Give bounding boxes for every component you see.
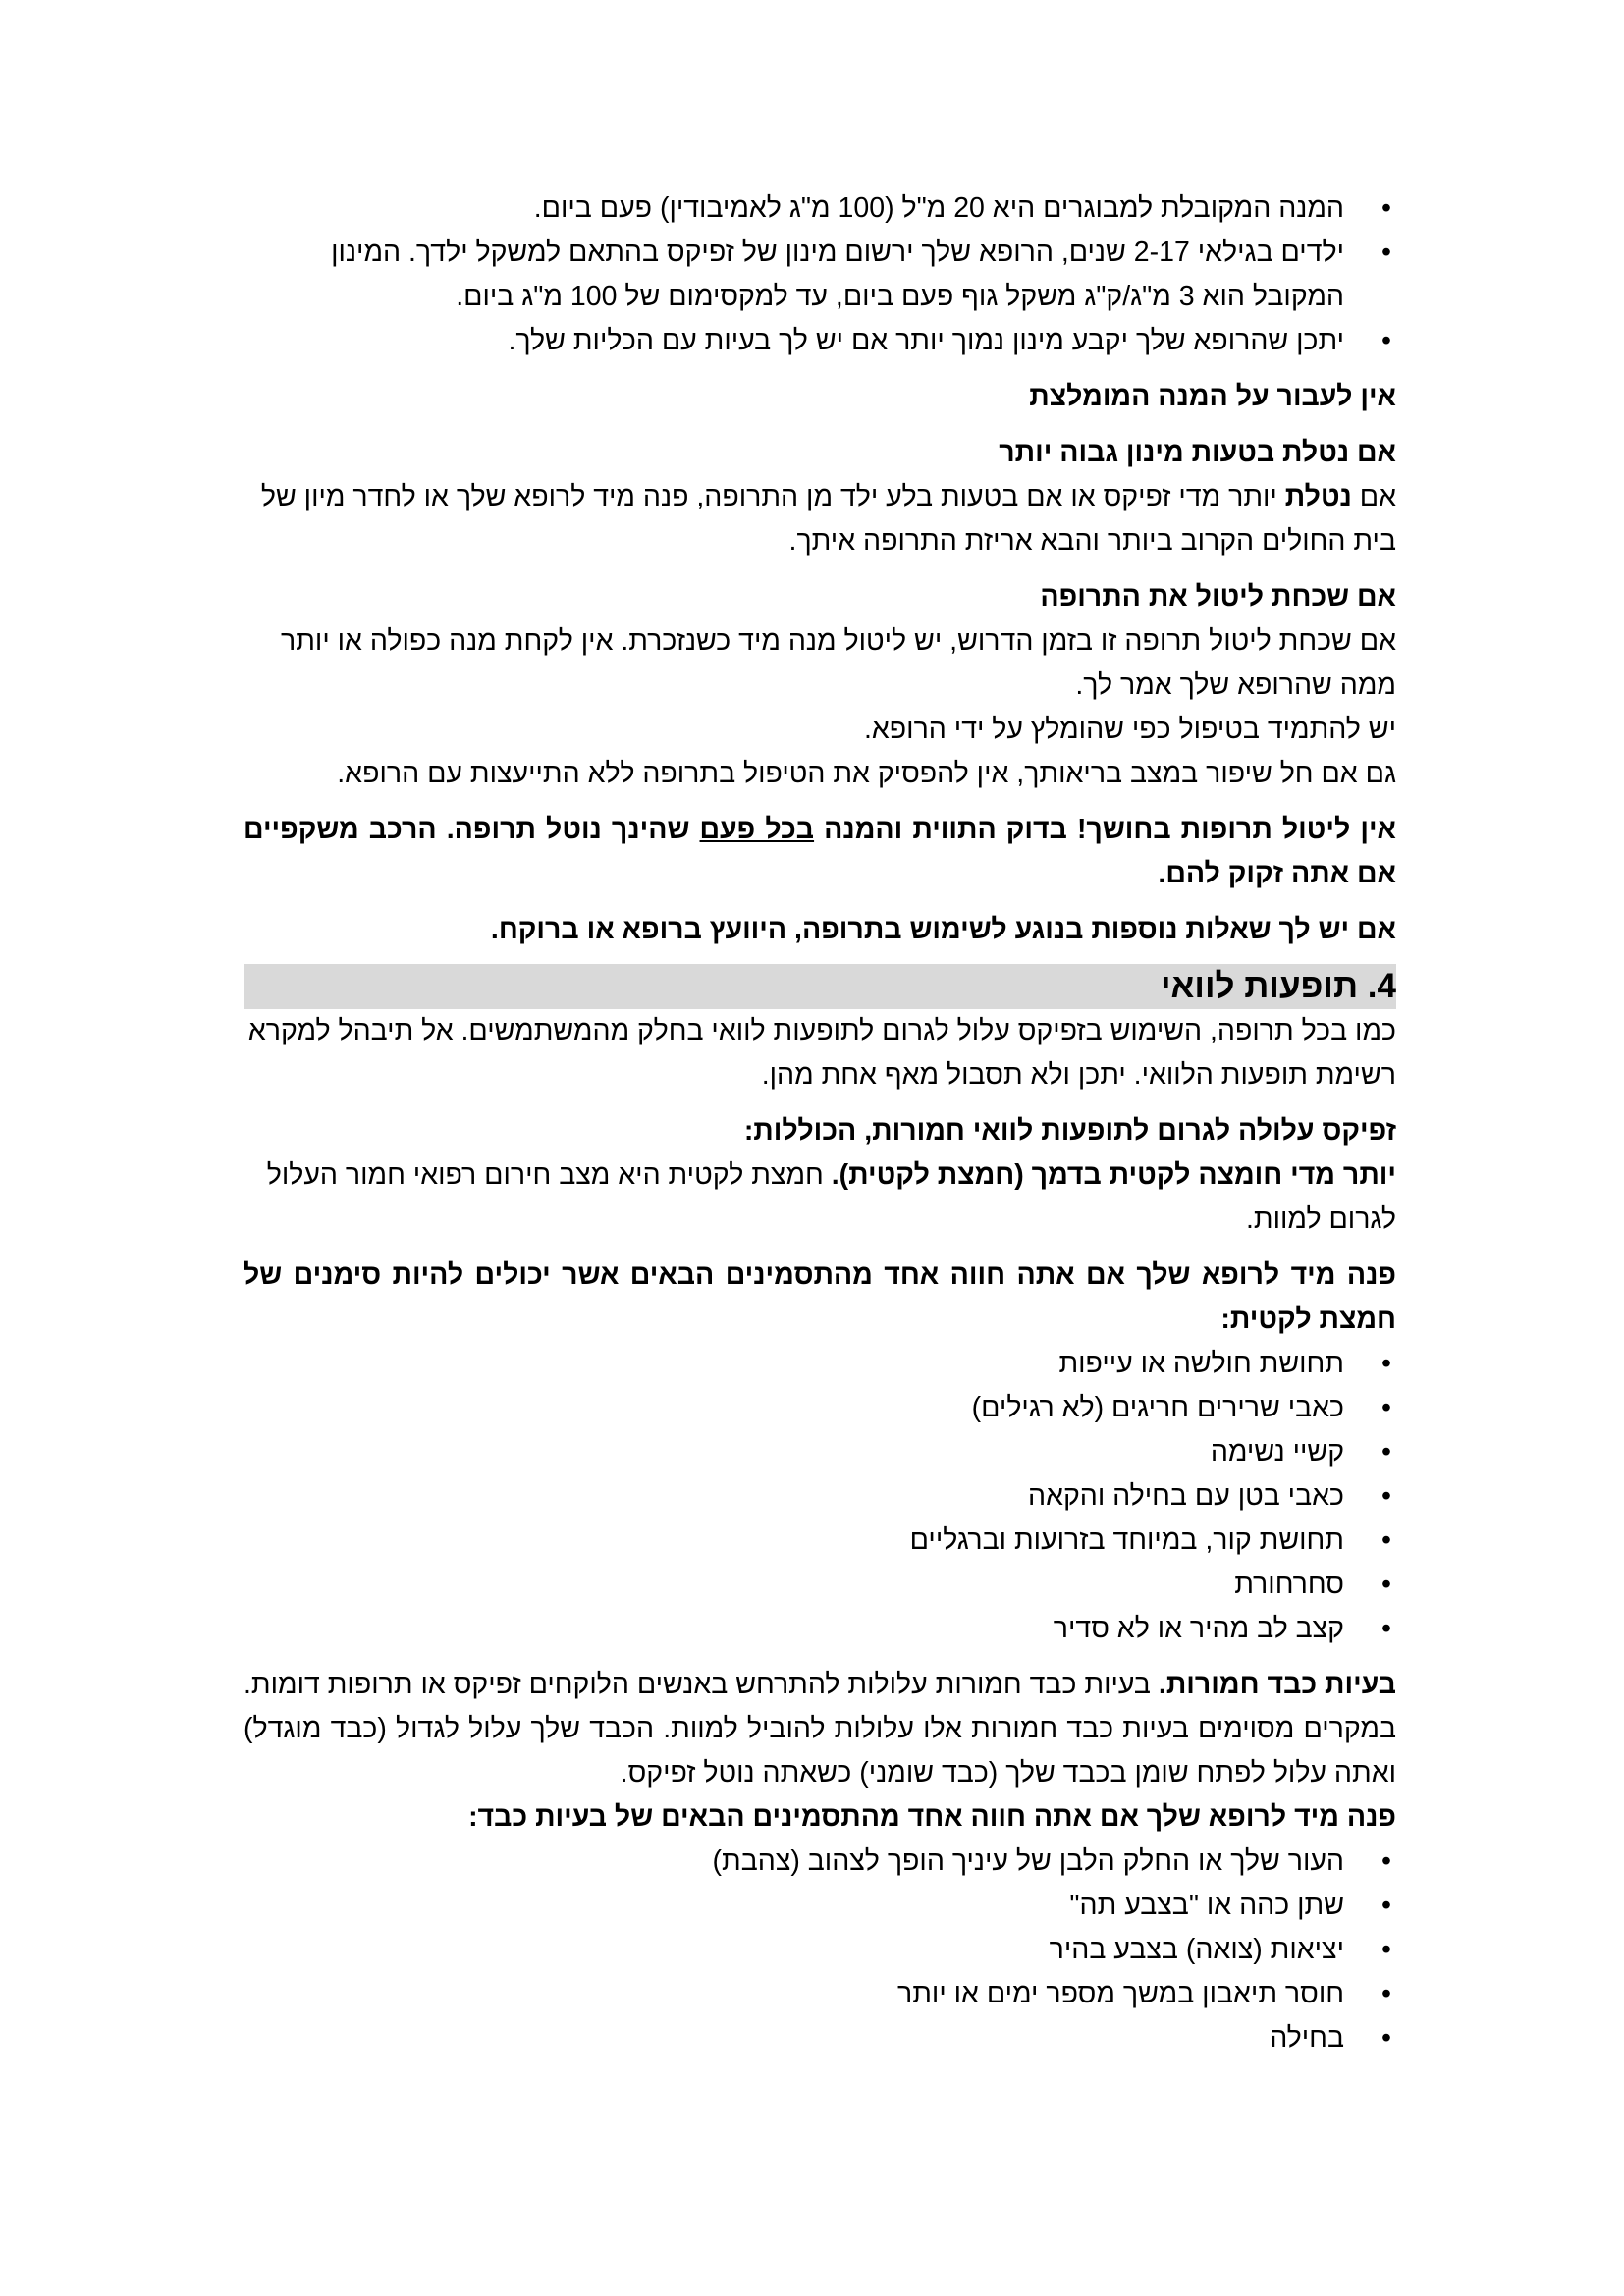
list-item: • שתן כהה או "בצבע תה"	[244, 1884, 1396, 1928]
dark-warning-part1: אין ליטול תרופות בחושך! בדוק התווית והמנה	[814, 814, 1396, 845]
lactic-acidosis-rest: חמצת לקטית היא מצב חירום רפואי חמור העלול לגרום למוות.	[266, 1159, 1396, 1235]
liver-problems-text	[244, 1663, 1396, 1795]
list-item: • כאבי שרירים חריגים (לא רגילים)	[244, 1386, 1396, 1430]
list-item: • העור שלך או החלק הלבן של עיניך הופך לצהוב (צהבת)	[244, 1840, 1396, 1884]
list-item: • בחילה	[244, 2016, 1396, 2060]
section-title: 4. תופעות לוואי	[1160, 967, 1396, 1005]
liver-signs-heading: פנה מיד לרופא שלך אם אתה חווה אחד מהתסמינים הבאים של בעיות כבד:	[468, 1801, 1396, 1833]
lactic-acidosis-bold: יותר מדי חומצה לקטית בדמך (חמצת לקטית).	[831, 1159, 1396, 1191]
list-item: • קשיי נשימה	[244, 1430, 1396, 1474]
list-item: • ילדים בגילאי 2-17 שנים, הרופא שלך ירשום מינון של זפיקס בהתאם למשקל ילדך. המינון המקובל הוא 3 מ"ג/ק"ג משקל גוף פעם ביום, עד למקסימום של 100 מ"ג ביום.	[244, 231, 1396, 319]
lactic-signs-list	[244, 1342, 1396, 1651]
lactic-signs-heading: פנה מיד לרופא שלך אם אתה חווה אחד מהתסמינים הבאים אשר יכולים להיות סימנים של חמצת לקטית:	[244, 1259, 1396, 1335]
list-item: • יתכן שהרופא שלך יקבע מינון נמוך יותר אם יש לך בעיות עם הכליות שלך.	[244, 319, 1396, 363]
forgot-heading: אם שכחת ליטול את התרופה	[1040, 581, 1396, 613]
dark-warning-part2: שהינך נוטל תרופה. הרכב משקפיים אם אתה זקוק להם.	[244, 814, 1396, 889]
overdose-text-rest: יותר מדי זפיקס או אם בטעות בלע ילד מן התרופה, פנה מיד לרופא שלך או לחדר מיון של בית החולים הקרוב ביותר והבא אריזת התרופה איתך.	[260, 481, 1396, 557]
side-effects-intro: כמו בכל תרופה, השימוש בזפיקס עלול לגרום לתופעות לוואי בחלק מהמשתמשים. אל תיבהל למקרא רשימת תופעות הלוואי. יתכן ולא תסבול מאף אחת מהן.	[247, 1015, 1396, 1091]
forgot-paragraph-3: גם אם חל שיפור במצב בריאותך, אין להפסיק את הטיפול בתרופה ללא התייעצות עם הרופא.	[337, 758, 1396, 789]
serious-effects-heading: זפיקס עלולה לגרום לתופעות לוואי חמורות, הכוללות:	[743, 1115, 1396, 1147]
list-item: • כאבי בטן עם בחילה והקאה	[244, 1474, 1396, 1519]
list-item: • חוסר תיאבון במשך מספר ימים או יותר	[244, 1972, 1396, 2016]
liver-signs-list	[244, 1840, 1396, 2060]
liver-problems-rest: בעיות כבד חמורות עלולות להתרחש באנשים הלוקחים זפיקס או תרופות דומות. במקרים מסוימים בעיות כבד חמורות אלו עלולות להוביל למוות. הכבד שלך עלול לגדול (כבד מוגדל) ואתה עלול לפתח שומן בכבד שלך (כבד שומני) כשאתה נוטל זפיקס.	[244, 1669, 1396, 1789]
list-item: • תחושת חולשה או עייפות	[244, 1342, 1396, 1386]
overdose-text-prefix: אם	[1351, 481, 1396, 512]
overdose-text	[244, 475, 1396, 563]
forgot-block	[244, 575, 1396, 796]
overdose-block	[244, 431, 1396, 563]
section-header	[244, 964, 1396, 1009]
dosage-list	[244, 187, 1396, 363]
list-item: • המנה המקובלת למבוגרים היא 20 מ"ל (100 מ"ג לאמיבודין) פעם ביום.	[244, 187, 1396, 231]
lactic-acidosis-text	[244, 1153, 1396, 1242]
list-item: • סחרחורת	[244, 1563, 1396, 1607]
do-not-exceed-heading: אין לעבור על המנה המומלצת	[1029, 381, 1396, 412]
overdose-text-bold: נטלת	[1284, 481, 1352, 512]
forgot-paragraph-2: יש להתמיד בטיפול כפי שהומלץ על ידי הרופא.	[863, 714, 1396, 745]
liver-problems-bold: בעיות כבד חמורות.	[1158, 1669, 1396, 1700]
list-item: • קצב לב מהיר או לא סדיר	[244, 1607, 1396, 1651]
forgot-paragraph-1: אם שכחת ליטול תרופה זו בזמן הדרוש, יש ליטול מנה מיד כשנזכרת. אין לקחת מנה כפולה או יותר ממה שהרופא שלך אמר לך.	[281, 625, 1396, 701]
overdose-heading: אם נטלת בטעות מינון גבוה יותר	[999, 437, 1396, 468]
questions-note: אם יש לך שאלות נוספות בנוגע לשימוש בתרופה, היוועץ ברופא או ברוקח.	[490, 914, 1396, 945]
dark-warning-underlined: בכל פעם	[699, 814, 815, 845]
lactic-acidosis-block	[244, 1109, 1396, 1242]
list-item: • תחושת קור, במיוחד בזרועות וברגליים	[244, 1519, 1396, 1563]
list-item: • יציאות (צואה) בצבע בהיר	[244, 1928, 1396, 1972]
dark-warning	[244, 808, 1396, 896]
